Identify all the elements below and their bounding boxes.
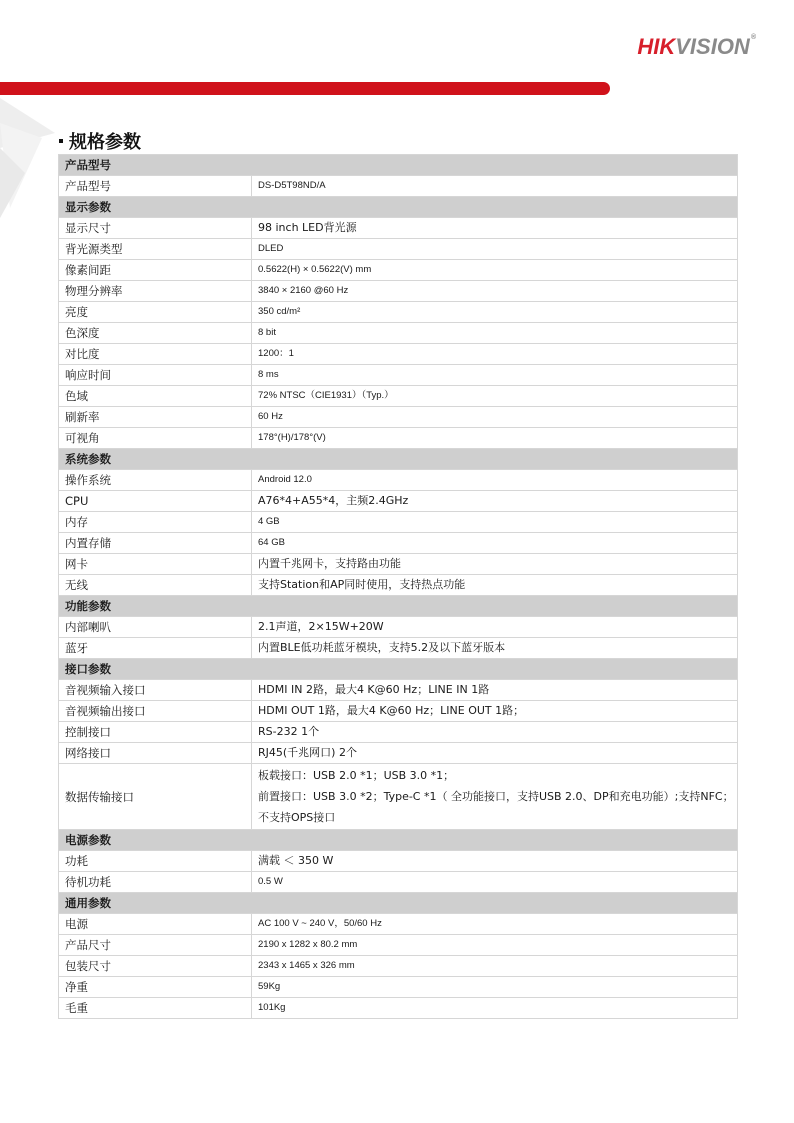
title-bullet-icon <box>59 139 63 143</box>
spec-value <box>252 764 738 830</box>
spec-label: 待机功耗 <box>59 872 252 893</box>
spec-row <box>59 935 738 956</box>
spec-label: 网卡 <box>59 554 252 575</box>
spec-row <box>59 386 738 407</box>
spec-row <box>59 638 738 659</box>
spec-label: 无线 <box>59 575 252 596</box>
section-header-row <box>59 830 738 851</box>
spec-row <box>59 701 738 722</box>
spec-row <box>59 575 738 596</box>
spec-value: Android 12.0 <box>252 470 738 491</box>
spec-row <box>59 218 738 239</box>
spec-row <box>59 323 738 344</box>
spec-table <box>58 154 738 1019</box>
spec-value: 2190 x 1282 x 80.2 mm <box>252 935 738 956</box>
spec-row <box>59 617 738 638</box>
section-header: 显示参数 <box>59 197 738 218</box>
section-header-row <box>59 449 738 470</box>
spec-row <box>59 407 738 428</box>
spec-label: CPU <box>59 491 252 512</box>
page-title: 规格参数 <box>59 128 141 154</box>
spec-row <box>59 428 738 449</box>
spec-value-line: 不支持OPS接口 <box>258 811 336 824</box>
spec-value: 8 bit <box>252 323 738 344</box>
spec-row <box>59 743 738 764</box>
spec-row <box>59 533 738 554</box>
spec-value: 60 Hz <box>252 407 738 428</box>
spec-label: 产品尺寸 <box>59 935 252 956</box>
section-header: 电源参数 <box>59 830 738 851</box>
spec-value: 0.5 W <box>252 872 738 893</box>
spec-label: 内置存储 <box>59 533 252 554</box>
spec-label: 色域 <box>59 386 252 407</box>
spec-row <box>59 764 738 830</box>
spec-row <box>59 998 738 1019</box>
spec-label: 电源 <box>59 914 252 935</box>
spec-label: 操作系统 <box>59 470 252 491</box>
section-header-row <box>59 155 738 176</box>
section-header: 功能参数 <box>59 596 738 617</box>
section-header-row <box>59 893 738 914</box>
spec-row <box>59 302 738 323</box>
spec-label: 内部喇叭 <box>59 617 252 638</box>
spec-label: 音视频输入接口 <box>59 680 252 701</box>
hikvision-logo: HIKVISION® <box>637 34 756 59</box>
spec-value: HDMI IN 2路，最大4 K@60 Hz；LINE IN 1路 <box>252 680 738 701</box>
spec-value: HDMI OUT 1路，最大4 K@60 Hz；LINE OUT 1路； <box>252 701 738 722</box>
spec-label: 像素间距 <box>59 260 252 281</box>
spec-value: 满载 ＜ 350 W <box>252 851 738 872</box>
spec-label: 物理分辨率 <box>59 281 252 302</box>
spec-value: DLED <box>252 239 738 260</box>
spec-row <box>59 239 738 260</box>
spec-value: DS-D5T98ND/A <box>252 176 738 197</box>
spec-value-line: 前置接口：USB 3.0 *2；Type-C *1（ 全功能接口，支持USB 2.0、DP和充电功能）;支持NFC； <box>258 790 734 803</box>
spec-row <box>59 977 738 998</box>
spec-value: 59Kg <box>252 977 738 998</box>
spec-label: 音视频输出接口 <box>59 701 252 722</box>
spec-label: 蓝牙 <box>59 638 252 659</box>
spec-value: 内置BLE低功耗蓝牙模块，支持5.2及以下蓝牙版本 <box>252 638 738 659</box>
section-header-row <box>59 659 738 680</box>
spec-row <box>59 470 738 491</box>
spec-label: 毛重 <box>59 998 252 1019</box>
spec-label: 内存 <box>59 512 252 533</box>
spec-label: 网络接口 <box>59 743 252 764</box>
spec-row <box>59 872 738 893</box>
spec-value: 支持Station和AP同时使用，支持热点功能 <box>252 575 738 596</box>
spec-value: RJ45(千兆网口) 2个 <box>252 743 738 764</box>
spec-row <box>59 365 738 386</box>
spec-value: 3840 × 2160 @60 Hz <box>252 281 738 302</box>
spec-value: 1200：1 <box>252 344 738 365</box>
spec-label: 净重 <box>59 977 252 998</box>
section-header: 接口参数 <box>59 659 738 680</box>
spec-label: 色深度 <box>59 323 252 344</box>
spec-label: 背光源类型 <box>59 239 252 260</box>
spec-label: 包装尺寸 <box>59 956 252 977</box>
spec-row <box>59 260 738 281</box>
spec-value: 2.1声道，2×15W+20W <box>252 617 738 638</box>
spec-row <box>59 680 738 701</box>
spec-label: 刷新率 <box>59 407 252 428</box>
spec-label: 响应时间 <box>59 365 252 386</box>
spec-row <box>59 344 738 365</box>
spec-label: 显示尺寸 <box>59 218 252 239</box>
spec-row <box>59 491 738 512</box>
spec-label: 功耗 <box>59 851 252 872</box>
section-header: 通用参数 <box>59 893 738 914</box>
spec-value: 2343 x 1465 x 326 mm <box>252 956 738 977</box>
section-header: 产品型号 <box>59 155 738 176</box>
spec-row <box>59 176 738 197</box>
spec-label: 产品型号 <box>59 176 252 197</box>
section-header: 系统参数 <box>59 449 738 470</box>
spec-value: 内置千兆网卡，支持路由功能 <box>252 554 738 575</box>
spec-label: 对比度 <box>59 344 252 365</box>
spec-label: 数据传输接口 <box>59 764 252 830</box>
spec-value: 350 cd/m² <box>252 302 738 323</box>
spec-label: 控制接口 <box>59 722 252 743</box>
spec-row <box>59 281 738 302</box>
section-header-row <box>59 596 738 617</box>
spec-value: 98 inch LED背光源 <box>252 218 738 239</box>
spec-label: 可视角 <box>59 428 252 449</box>
spec-label: 亮度 <box>59 302 252 323</box>
spec-row <box>59 722 738 743</box>
spec-value-line: 板载接口：USB 2.0 *1；USB 3.0 *1； <box>258 769 455 782</box>
spec-value: 72% NTSC（CIE1931）（Typ.） <box>252 386 738 407</box>
spec-value: AC 100 V ~ 240 V，50/60 Hz <box>252 914 738 935</box>
spec-value: 64 GB <box>252 533 738 554</box>
spec-row <box>59 851 738 872</box>
spec-value: 0.5622(H) × 0.5622(V) mm <box>252 260 738 281</box>
spec-value: RS-232 1个 <box>252 722 738 743</box>
spec-row <box>59 956 738 977</box>
spec-value: 178°(H)/178°(V) <box>252 428 738 449</box>
spec-value: 4 GB <box>252 512 738 533</box>
spec-row <box>59 512 738 533</box>
section-header-row <box>59 197 738 218</box>
spec-row <box>59 554 738 575</box>
spec-value: 101Kg <box>252 998 738 1019</box>
spec-row <box>59 914 738 935</box>
header-accent-bar <box>0 82 610 95</box>
spec-value: 8 ms <box>252 365 738 386</box>
spec-value: A76*4+A55*4，主频2.4GHz <box>252 491 738 512</box>
